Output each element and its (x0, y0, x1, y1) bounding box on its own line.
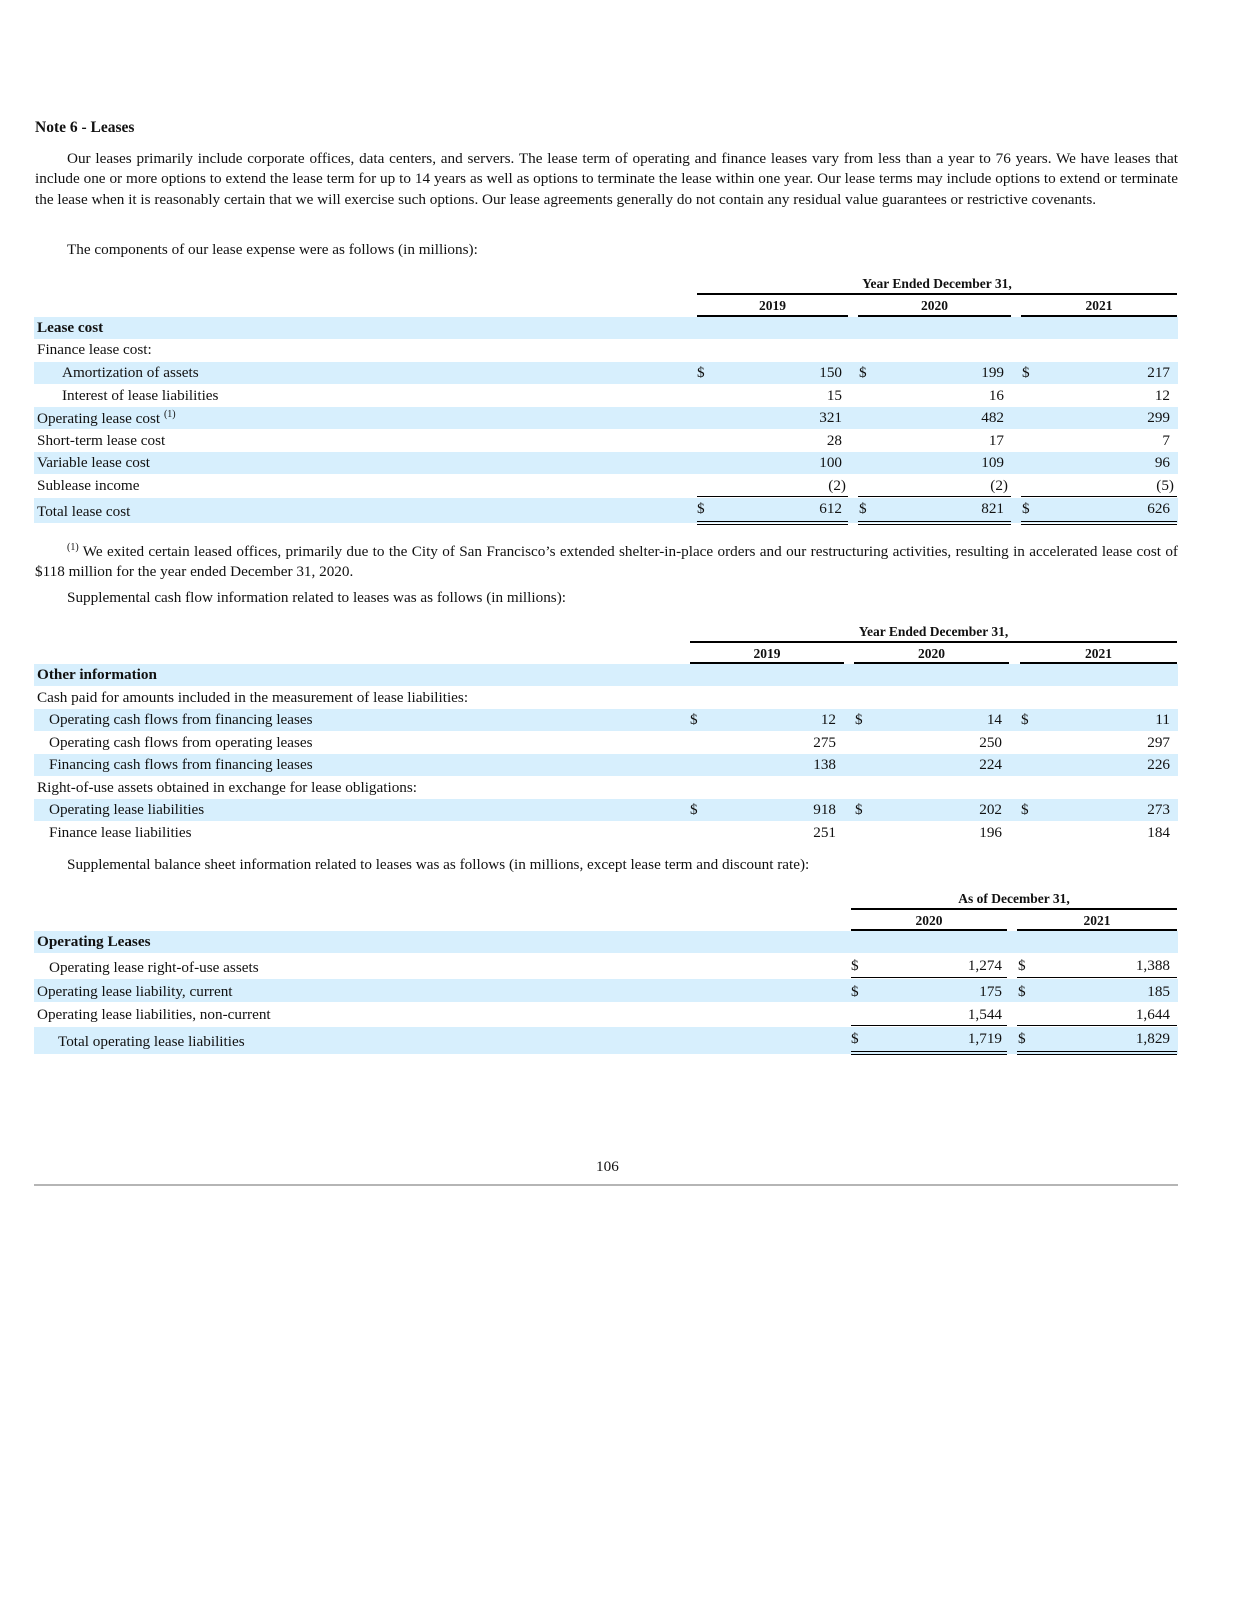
value-2021: 11 (1155, 711, 1170, 728)
page-number: 106 (596, 1158, 619, 1175)
row-label: Finance lease liabilities (49, 824, 192, 841)
table1-header-rule (697, 293, 1177, 295)
dollar-sign: $ (1022, 364, 1030, 381)
row-label: Amortization of assets (62, 364, 199, 381)
row-label: Operating lease liability, current (37, 983, 233, 1000)
value-2020: 199 (981, 364, 1004, 381)
double-rule (851, 1054, 1007, 1055)
value-2020: 1,544 (967, 1006, 1002, 1023)
value-2021: 184 (1147, 824, 1170, 841)
other-information-label: Other information (37, 666, 157, 683)
value-2021: 7 (1162, 432, 1170, 449)
footnote-marker: (1) (67, 542, 79, 553)
row-band (34, 452, 1178, 474)
row-band (34, 317, 1178, 339)
table1-year-2019: 2019 (759, 298, 786, 313)
value-2021: 1,388 (1135, 957, 1170, 974)
double-rule (1021, 521, 1177, 522)
value-2021: 1,829 (1135, 1030, 1170, 1047)
double-rule (1017, 1054, 1177, 1055)
dollar-sign: $ (851, 957, 859, 974)
footnote-ref: (1) (163, 409, 176, 420)
subtotal-rule (851, 1025, 1007, 1026)
table1-year-2020: 2020 (921, 298, 948, 313)
value-2021: 273 (1147, 801, 1170, 818)
row-label: Interest of lease liabilities (62, 387, 219, 404)
value-2019: 275 (813, 734, 836, 751)
table3-year-2021: 2021 (1083, 913, 1111, 928)
finance-lease-cost-label: Finance lease cost: (37, 341, 152, 358)
row-label: Financing cash flows from financing leases (49, 756, 313, 773)
dollar-sign: $ (851, 1030, 859, 1047)
dollar-sign: $ (859, 364, 867, 381)
subtotal-rule (1017, 1025, 1177, 1026)
row-band (34, 931, 1178, 953)
table2-year-2020: 2020 (918, 646, 945, 661)
row-label: Operating lease liabilities (49, 801, 205, 818)
dollar-sign: $ (1021, 711, 1029, 728)
cash-paid-label: Cash paid for amounts included in the measurement of lease liabilities: (37, 689, 469, 706)
leases-paragraph: Our leases primarily include corporate offices, data centers, and servers. The lease term of operating and finance leases vary from less than a year to 76 years. We have leases that include one or more options to extend the lease term for up to 14 years as well as options to terminate the lease within one year. Our lease terms may include options to extend or terminate the lease when it is reasonably certain that we will exercise such options. Our lease agreements generally do not contain any residual value guarantees or restrictive covenants. (35, 150, 1178, 208)
value-2020: 175 (979, 983, 1002, 1000)
value-2021: 185 (1147, 983, 1170, 1000)
value-2019: 918 (813, 801, 836, 818)
value-2019: 15 (826, 387, 842, 404)
value-2020: 1,274 (967, 957, 1002, 974)
dollar-sign: $ (851, 983, 859, 1000)
double-rule (858, 524, 1011, 525)
row-rule (851, 977, 1007, 978)
value-2020: 202 (979, 801, 1002, 818)
dollar-sign: $ (859, 500, 867, 517)
row-label: Sublease income (37, 477, 140, 494)
table2-header-rule (690, 641, 1177, 643)
value-2020: (2) (990, 477, 1008, 494)
table2-period-header: Year Ended December 31, (858, 624, 1009, 639)
value-2021: 226 (1147, 756, 1170, 773)
row-band (34, 799, 1178, 821)
row-label: Operating cash flows from operating leases (49, 734, 313, 751)
double-rule (697, 524, 848, 525)
double-rule (858, 521, 1011, 522)
value-2019: 100 (819, 454, 842, 471)
table3-period-header: As of December 31, (958, 891, 1070, 906)
dollar-sign: $ (690, 801, 698, 818)
value-2019: (2) (828, 477, 846, 494)
value-2019: 321 (819, 409, 842, 426)
lease-expense-intro: The components of our lease expense were as follows (in millions): (67, 241, 478, 258)
value-2020: 16 (988, 387, 1004, 404)
value-2021: 299 (1147, 409, 1170, 426)
table2-year-2019: 2019 (753, 646, 781, 661)
value-2020: 224 (979, 756, 1002, 773)
dollar-sign: $ (697, 500, 705, 517)
value-2020: 17 (988, 432, 1004, 449)
row-label: Operating cash flows from financing leases (49, 711, 313, 728)
value-2020: 821 (981, 500, 1004, 517)
cash-flow-intro: Supplemental cash flow information related to leases was as follows (in millions): (67, 589, 566, 606)
row-label: Operating lease cost $^{(1)}$ (37, 409, 176, 428)
dollar-sign: $ (1018, 983, 1026, 1000)
row-rule (1017, 977, 1177, 978)
row-label: Total lease cost (37, 503, 131, 520)
subtotal-rule (697, 496, 848, 497)
value-2019: 28 (826, 432, 842, 449)
dollar-sign: $ (1021, 801, 1029, 818)
operating-leases-label: Operating Leases (37, 933, 151, 950)
value-2020: 14 (986, 711, 1002, 728)
table2-year-2021: 2021 (1085, 646, 1112, 661)
row-label: Operating lease liabilities, non-current (37, 1006, 271, 1023)
row-band (34, 407, 1178, 429)
value-2019: 138 (813, 756, 836, 773)
value-2021: 217 (1147, 364, 1170, 381)
double-rule (697, 521, 848, 522)
row-label: Short-term lease cost (37, 432, 166, 449)
subtotal-rule (858, 496, 1011, 497)
value-2019: 150 (819, 364, 842, 381)
dollar-sign: $ (855, 801, 863, 818)
footnote: $^{(1)}$ We exited certain leased offices, primarily due to the City of San Francisco’s extended shelter-in-place orders and our restructuring activities, resulting in accelerated lease cost of $118 million for the year ended December 31, 2020. (35, 542, 1178, 581)
row-label: Operating lease right-of-use assets (49, 959, 259, 976)
row-band (34, 664, 1178, 686)
value-2021: 96 (1154, 454, 1170, 471)
row-label: Total operating lease liabilities (58, 1033, 245, 1050)
table1-period-header: Year Ended December 31, (862, 276, 1012, 291)
value-2021: (5) (1156, 477, 1174, 494)
value-2019: 251 (813, 824, 836, 841)
double-rule (1017, 1051, 1177, 1052)
balance-sheet-intro: Supplemental balance sheet information related to leases was as follows (in millions, except lease term and discount rate): (67, 856, 810, 873)
row-band (34, 498, 1178, 523)
table3-year-2020: 2020 (915, 913, 943, 928)
dollar-sign: $ (1018, 1030, 1026, 1047)
value-2020: 482 (981, 409, 1004, 426)
value-2019: 12 (820, 711, 836, 728)
table3-header-rule (851, 908, 1177, 910)
dollar-sign: $ (697, 364, 705, 381)
right-of-use-label: Right-of-use assets obtained in exchange for lease obligations: (37, 779, 418, 796)
subtotal-rule (1021, 496, 1177, 497)
row-band (34, 362, 1178, 384)
footer-divider (34, 1184, 1178, 1186)
dollar-sign: $ (690, 711, 698, 728)
value-2021: 1,644 (1135, 1006, 1170, 1023)
value-2021: 12 (1154, 387, 1170, 404)
value-2020: 250 (979, 734, 1002, 751)
value-2019: 612 (819, 500, 842, 517)
dollar-sign: $ (855, 711, 863, 728)
value-2020: 109 (981, 454, 1004, 471)
double-rule (851, 1051, 1007, 1052)
double-rule (1021, 524, 1177, 525)
value-2021: 626 (1147, 500, 1170, 517)
dollar-sign: $ (1018, 957, 1026, 974)
value-2020: 196 (979, 824, 1002, 841)
table1-year-2021: 2021 (1085, 298, 1113, 313)
row-label: Variable lease cost (37, 454, 151, 471)
lease-cost-section-label: Lease cost (37, 319, 104, 336)
note-heading: Note 6 - Leases (35, 119, 135, 136)
value-2020: 1,719 (967, 1030, 1002, 1047)
value-2021: 297 (1147, 734, 1170, 751)
dollar-sign: $ (1022, 500, 1030, 517)
